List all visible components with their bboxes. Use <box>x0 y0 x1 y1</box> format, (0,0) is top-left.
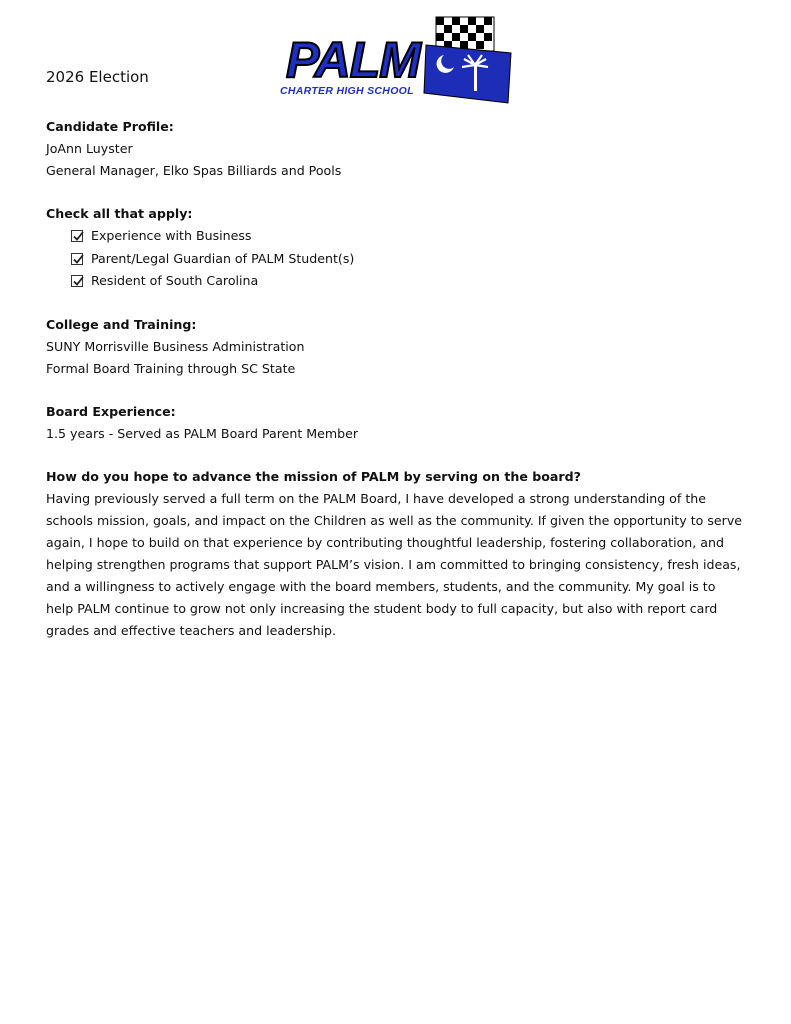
college-line: Formal Board Training through SC State <box>46 360 296 376</box>
college-heading: College and Training: <box>46 316 197 332</box>
spacer <box>46 182 746 203</box>
mission-heading: How do you hope to advance the mission of PALM by serving on the board? <box>46 468 581 484</box>
checklist-item-label: Experience with Business <box>91 228 252 244</box>
checklist-item-label: Parent/Legal Guardian of PALM Student(s) <box>91 250 355 266</box>
checkbox-checked-icon[interactable] <box>71 275 83 287</box>
checkbox-checked-icon[interactable] <box>71 230 83 242</box>
spacer <box>46 445 746 466</box>
board-experience-section <box>46 401 746 445</box>
checklist-item <box>71 225 746 248</box>
document-content <box>46 116 746 642</box>
mission-section <box>46 466 746 643</box>
candidate-title: General Manager, Elko Spas Billiards and Pools <box>46 163 342 178</box>
checklist-item <box>71 248 746 271</box>
checklist-item <box>71 270 746 293</box>
spacer <box>46 293 746 314</box>
palm-logo <box>276 15 516 107</box>
candidate-profile-heading: Candidate Profile: <box>46 119 174 134</box>
page-title: 2026 Election <box>46 68 149 86</box>
board-experience-line: 1.5 years - Served as PALM Board Parent Member <box>46 425 359 441</box>
spacer <box>46 380 746 401</box>
palm-logo-graphic <box>276 15 516 107</box>
state-flag-icon <box>424 45 511 103</box>
board-experience-heading: Board Experience: <box>46 403 176 419</box>
checkbox-checked-icon[interactable] <box>71 253 83 265</box>
checklist-item-label: Resident of South Carolina <box>91 273 259 289</box>
college-line: SUNY Morrisville Business Administration <box>46 338 305 354</box>
checklist <box>71 225 746 293</box>
logo-wordmark: PALM <box>286 32 420 88</box>
checklist-heading: Check all that apply: <box>46 206 193 221</box>
mission-paragraph: Having previously served a full term on the PALM Board, I have developed a strong understanding of the schools mission, goals, and impact on the Children as well as the community. If given the opportunity to serve again, I hope to build on that experience by contributing thoughtful leadership, fostering collaboration, and helping strengthen programs that support PALM’s vision. I am committed to bringing consistency, fresh ideas, and a willingness to actively engage with the board members, students, and the community. My goal is to help PALM continue to grow not only increasing the student body to full capacity, but also with report card grades and effective teachers and leadership. <box>46 490 743 639</box>
college-section <box>46 314 746 380</box>
logo-subtitle: CHARTER HIGH SCHOOL <box>280 85 414 97</box>
checkered-flag-icon <box>436 17 494 51</box>
candidate-name: JoAnn Luyster <box>46 141 133 156</box>
candidate-profile-section <box>46 116 746 182</box>
checklist-section <box>46 203 746 293</box>
